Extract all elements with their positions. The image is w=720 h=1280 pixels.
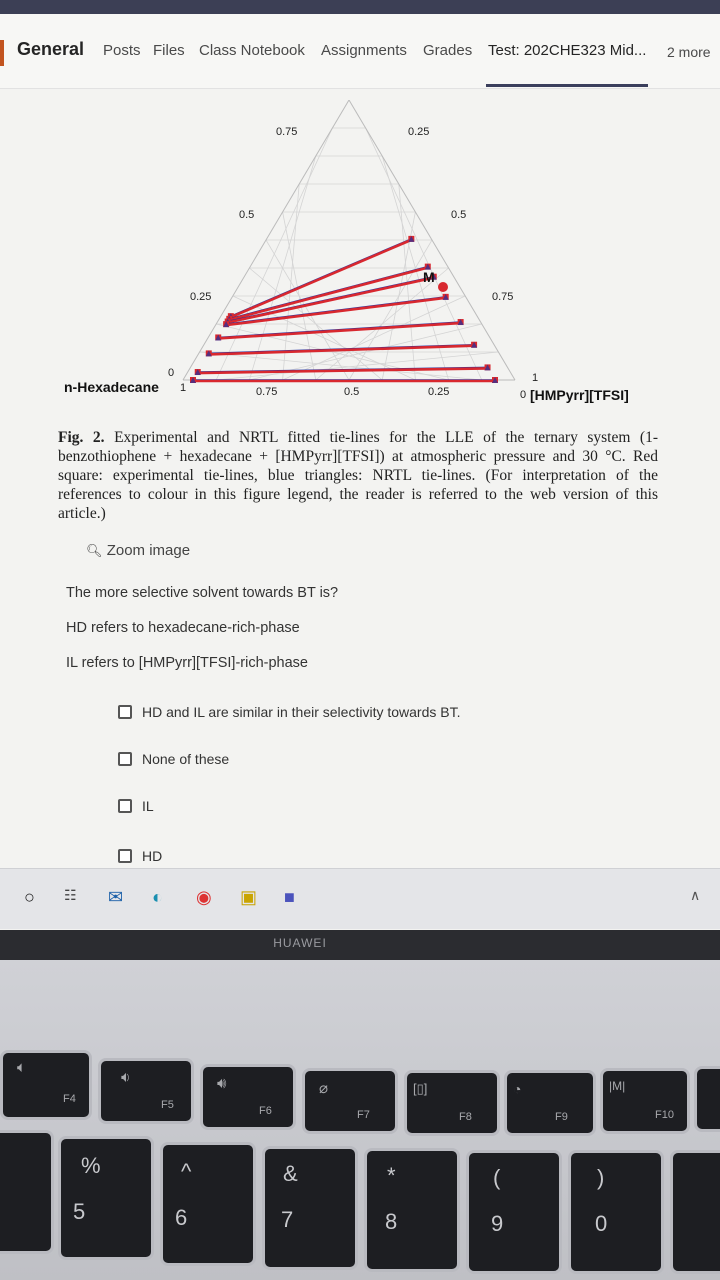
volume-down-icon: 🔉︎ bbox=[121, 1069, 131, 1086]
tab-assignments[interactable]: Assignments bbox=[321, 42, 407, 59]
key-number: 6 bbox=[175, 1205, 188, 1230]
key-8[interactable] bbox=[364, 1148, 460, 1272]
key-number: 5 bbox=[73, 1199, 86, 1224]
bottom-tick-0.5: 0.5 bbox=[344, 386, 360, 398]
magnifier-icon: 🔍︎ bbox=[86, 543, 103, 558]
question-note-il: IL refers to [HMPyrr][TFSI]-rich-phase bbox=[66, 655, 308, 671]
tie-line-experimental bbox=[228, 278, 434, 323]
left-tick-0.25: 0.25 bbox=[190, 291, 212, 303]
checkbox[interactable] bbox=[118, 849, 132, 863]
active-indicator bbox=[0, 40, 4, 66]
channel-tabs bbox=[0, 14, 720, 89]
mixture-point bbox=[438, 282, 448, 292]
option-hd[interactable] bbox=[118, 848, 162, 864]
key-f6[interactable] bbox=[200, 1064, 296, 1130]
taskbar bbox=[0, 868, 720, 929]
key-6[interactable] bbox=[160, 1142, 256, 1266]
figure-number: Fig. 2. bbox=[58, 429, 105, 446]
window-topbar bbox=[0, 0, 720, 14]
key-f4[interactable] bbox=[0, 1050, 92, 1120]
key-7[interactable] bbox=[262, 1146, 358, 1270]
key-number: 0 bbox=[595, 1211, 608, 1236]
key-f10[interactable] bbox=[600, 1068, 690, 1134]
key-label: F9 bbox=[555, 1111, 568, 1123]
checkbox[interactable] bbox=[118, 752, 132, 766]
left-corner-one: 1 bbox=[180, 382, 187, 394]
grid-line bbox=[233, 296, 416, 380]
ternary-chart bbox=[0, 100, 720, 420]
zoom-label: Zoom image bbox=[106, 542, 191, 559]
key-label: F10 bbox=[655, 1109, 674, 1121]
right-corner-one: 1 bbox=[532, 372, 539, 384]
laptop-brand: HUAWEI bbox=[273, 936, 327, 950]
grid-line bbox=[200, 352, 482, 380]
tab-general[interactable]: General bbox=[17, 39, 85, 59]
zoom-image-link[interactable] bbox=[86, 542, 190, 559]
right-tick-0.25: 0.25 bbox=[408, 126, 430, 138]
mute-icon: 🔈︎ bbox=[17, 1059, 27, 1076]
key-label: F5 bbox=[161, 1099, 174, 1111]
key-f7[interactable] bbox=[302, 1068, 398, 1134]
checkbox[interactable] bbox=[118, 799, 132, 813]
key-symbol: ( bbox=[493, 1165, 501, 1190]
right-tick-0.75: 0.75 bbox=[492, 291, 514, 303]
file-explorer-icon[interactable]: ▣ bbox=[240, 887, 258, 907]
key-0[interactable] bbox=[568, 1150, 664, 1274]
question-note-hd: HD refers to hexadecane-rich-phase bbox=[66, 620, 300, 636]
right-tick-0.5: 0.5 bbox=[451, 209, 467, 221]
key-5[interactable] bbox=[58, 1136, 154, 1260]
tab-grades[interactable]: Grades bbox=[423, 42, 473, 59]
option-label: None of these bbox=[142, 751, 230, 767]
teams-icon[interactable]: ■ bbox=[284, 887, 295, 907]
bottom-tick-0.75: 0.75 bbox=[256, 386, 278, 398]
key-f9[interactable] bbox=[504, 1070, 596, 1136]
option-similar[interactable] bbox=[118, 704, 460, 720]
project-icon: |M| bbox=[609, 1079, 626, 1093]
vertex-hexadecane: n-Hexadecane bbox=[64, 379, 159, 395]
key-symbol: * bbox=[387, 1163, 396, 1188]
cortana-icon[interactable]: ○ bbox=[24, 887, 35, 907]
option-label: HD and IL are similar in their selectivity towards BT. bbox=[142, 704, 461, 720]
show-hidden-icons-icon[interactable]: ∧ bbox=[690, 887, 701, 903]
mic-mute-icon: ⌀ bbox=[319, 1080, 329, 1097]
bottom-tick-0.25: 0.25 bbox=[428, 386, 450, 398]
left-tick-0.75: 0.75 bbox=[276, 126, 298, 138]
option-label: HD bbox=[142, 848, 163, 864]
question-prompt: The more selective solvent towards BT is? bbox=[66, 585, 339, 601]
tab-underline bbox=[486, 84, 648, 87]
key-f8[interactable] bbox=[404, 1070, 500, 1136]
figure-caption-text: Experimental and NRTL fitted tie-lines for the LLE of the ternary system (1-benzothiophene + hexadecane + [HMPyrr][TFSI]) at atmospheric pressure and 30 °C. Red square: experimental tie-lines, blue triangles: NRTL tie-lines. (For interpretation of the references to colour in this figure legend, the reader is referred to the web version of this article.) bbox=[58, 429, 658, 522]
vertex-ionic-liquid: [HMPyrr][TFSI] bbox=[530, 387, 629, 403]
volume-up-icon: 🔊︎ bbox=[217, 1075, 227, 1092]
key-label: F8 bbox=[459, 1111, 472, 1123]
tab-more[interactable]: 2 more bbox=[667, 44, 711, 60]
key-number: 8 bbox=[385, 1209, 398, 1234]
option-none[interactable] bbox=[118, 751, 229, 767]
keyboard-deck bbox=[0, 960, 720, 1280]
tie-line-experimental bbox=[218, 323, 460, 338]
key-minus[interactable] bbox=[670, 1150, 720, 1274]
key-symbol: ) bbox=[597, 1165, 605, 1190]
figure-caption bbox=[58, 428, 658, 523]
tab-posts[interactable]: Posts bbox=[103, 42, 141, 59]
tab-test[interactable]: Test: 202CHE323 Mid... bbox=[488, 42, 647, 59]
display-icon: [▯] bbox=[413, 1081, 428, 1096]
tie-lines bbox=[190, 236, 498, 383]
key-prtsc[interactable] bbox=[694, 1066, 720, 1132]
mail-icon[interactable]: ✉ bbox=[108, 887, 124, 907]
key-number: 9 bbox=[491, 1211, 504, 1236]
task-view-icon[interactable]: ☷ bbox=[64, 887, 77, 903]
left-corner-zero: 0 bbox=[168, 367, 175, 379]
chrome-icon[interactable]: ◉ bbox=[196, 887, 212, 907]
key-4[interactable] bbox=[0, 1130, 54, 1254]
key-symbol: & bbox=[283, 1161, 298, 1186]
mixture-point-label: M bbox=[423, 269, 435, 285]
checkbox[interactable] bbox=[118, 705, 132, 719]
key-label: F4 bbox=[63, 1093, 76, 1105]
key-label: F7 bbox=[357, 1109, 370, 1121]
key-symbol: ^ bbox=[181, 1159, 192, 1184]
left-tick-0.5: 0.5 bbox=[239, 209, 255, 221]
key-label: F6 bbox=[259, 1105, 272, 1117]
key-symbol: % bbox=[81, 1153, 101, 1178]
wifi-icon: ◔ bbox=[513, 1081, 522, 1097]
tab-files[interactable]: Files bbox=[153, 42, 185, 59]
key-f5[interactable] bbox=[98, 1058, 194, 1124]
option-label: IL bbox=[142, 798, 154, 814]
edge-icon[interactable]: ◐ bbox=[152, 887, 163, 907]
tab-class-notebook[interactable]: Class Notebook bbox=[199, 42, 305, 59]
key-number: 7 bbox=[281, 1207, 294, 1232]
option-il[interactable] bbox=[118, 798, 154, 814]
grid-line bbox=[366, 128, 482, 380]
right-corner-zero: 0 bbox=[520, 389, 527, 401]
key-9[interactable] bbox=[466, 1150, 562, 1274]
